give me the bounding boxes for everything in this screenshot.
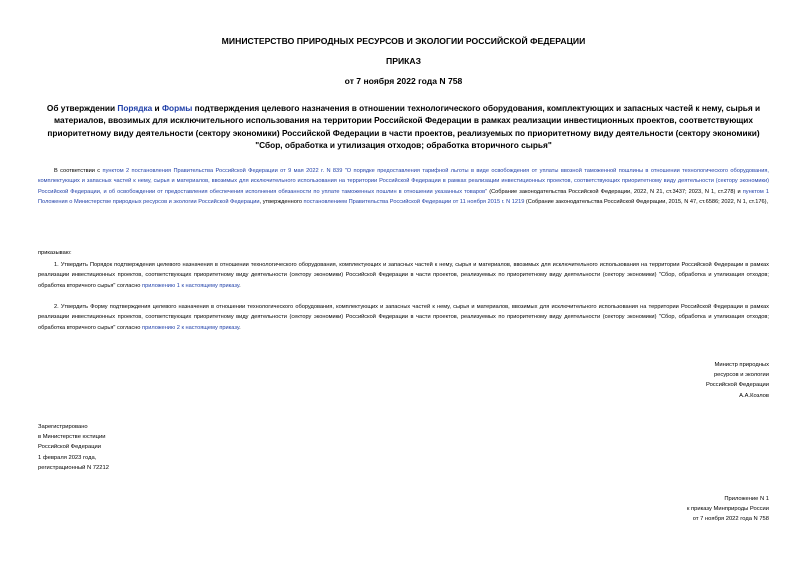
registration-number: регистрационный N 72212 xyxy=(38,464,109,471)
signature-line: Министр природных xyxy=(714,362,769,368)
document-type: ПРИКАЗ xyxy=(386,56,421,66)
link-appendix-2[interactable]: приложению 2 к настоящему приказу xyxy=(142,324,240,331)
appendix-header xyxy=(687,494,769,525)
title-prefix: Об утверждении xyxy=(46,103,118,113)
link-ministry-regulation[interactable]: пунктом 1 Положения о Министерстве природных ресурсов и экологии Российской Федерации xyxy=(38,188,769,205)
clause-1-end: . xyxy=(239,282,241,289)
preamble-text-4: (Собрание законодательства Российской Федерации, 2015, N 47, ст.6586; 2022, N 1, ст.176), xyxy=(524,198,769,205)
registration-block xyxy=(38,422,109,473)
appendix-line: от 7 ноября 2022 года N 758 xyxy=(692,516,769,523)
registration-line: в Министерстве юстиции xyxy=(38,434,106,441)
appendix-line: к приказу Минприроды России xyxy=(686,506,769,513)
minister-signature xyxy=(706,360,769,401)
link-appendix-1[interactable]: приложению 1 к настоящему приказу xyxy=(142,282,240,289)
clause-2 xyxy=(38,302,769,333)
signature-line: Российской Федерации xyxy=(705,382,769,389)
registration-line: Российской Федерации xyxy=(38,444,102,451)
title-rest: подтверждения целевого назначения в отношении технологического оборудования, комплектующих и запасных частей к нему, сырья и материалов, ввозимых для исключительного использования на территории Российской Федерации в рамках реализации инвестиционных проектов, соответствующих приоритетному виду деятельности (сектору экономики) Российской Федерации в части проектов, реализуемых по приоритетному виду деятельности (сектору экономики) "Сбор, обработка и утилизация отходов; обработка вторичного сырья" xyxy=(47,103,761,151)
clause-2-end: . xyxy=(239,324,241,331)
document-date-number: от 7 ноября 2022 года N 758 xyxy=(344,76,463,86)
clause-2-text: 2. Утвердить Форму подтверждения целевого назначения в отношении технологического оборудования, комплектующих и запасных частей к нему, сырья и материалов, ввозимых для исключительного использования на территории Российской Федерации в рамках реализации инвестиционных проектов, соответствующих приоритетному виду деятельности (сектору экономики) Российской Федерации в части проектов, реализуемых по приоритетному виду деятельности (сектору экономики) "Сбор, обработка и утилизация отходов; обработка вторичного сырья" согласно xyxy=(38,304,769,331)
link-government-decree-839[interactable]: пунктом 2 постановления Правительства Российской Федерации от 9 мая 2022 г. N 839 "О порядке предоставления тарифной льготы в виде освобождения от уплаты ввозной таможенной пошлины в отношении технологического оборудования, комплектующих и запасных частей к нему, сырья и материалов, ввозимых для исключительного использования на территории Российской Федерации в рамках реализации инвестиционных проектов, соответствующих приоритетному виду деятельности (сектору экономики) Российской Федерации, и об освобождении от предоставления обеспечения исполнения обязанности по уплате таможенных пошлин в отношении указанных товаров" xyxy=(38,168,769,195)
preamble-text-2: (Собрание законодательства Российской Федерации, 2022, N 21, ст.3437; 2023, N 1, ст.278) и xyxy=(487,188,743,195)
ministry-name: МИНИСТЕРСТВО ПРИРОДНЫХ РЕСУРСОВ И ЭКОЛОГИИ РОССИЙСКОЙ ФЕДЕРАЦИИ xyxy=(221,36,586,46)
preamble-paragraph xyxy=(38,166,769,207)
title-link-form[interactable]: Формы xyxy=(161,103,193,113)
preamble-text-1: В соответствии с xyxy=(54,168,103,174)
clause-1-text: 1. Утвердить Порядок подтверждения целевого назначения в отношении технологического оборудования, комплектующих и запасных частей к нему, сырья и материалов, ввозимых для исключительного использования на территории Российской Федерации в рамках реализации инвестиционных проектов, соответствующих приоритетному виду деятельности (сектору экономики) Российской Федерации в части проектов, реализуемых по приоритетному виду деятельности (сектору экономики) "Сбор, обработка и утилизация отходов; обработка вторичного сырья" согласно xyxy=(38,262,769,289)
preamble-text-3: , утвержденного xyxy=(259,198,304,205)
link-government-decree-1219[interactable]: постановлением Правительства Российской Федерации от 11 ноября 2015 г. N 1219 xyxy=(303,198,525,205)
registration-date: 1 февраля 2023 года, xyxy=(38,454,97,461)
signature-line: ресурсов и экологии xyxy=(713,372,769,379)
document-title xyxy=(38,102,769,152)
signature-name: А.А.Козлов xyxy=(739,392,769,399)
appendix-line: Приложение N 1 xyxy=(724,496,769,502)
registration-line: Зарегистрировано xyxy=(38,424,88,430)
title-mid: и xyxy=(152,103,162,113)
title-link-procedure[interactable]: Порядка xyxy=(117,103,153,113)
clause-1 xyxy=(38,260,769,291)
order-word: приказываю: xyxy=(38,250,72,256)
